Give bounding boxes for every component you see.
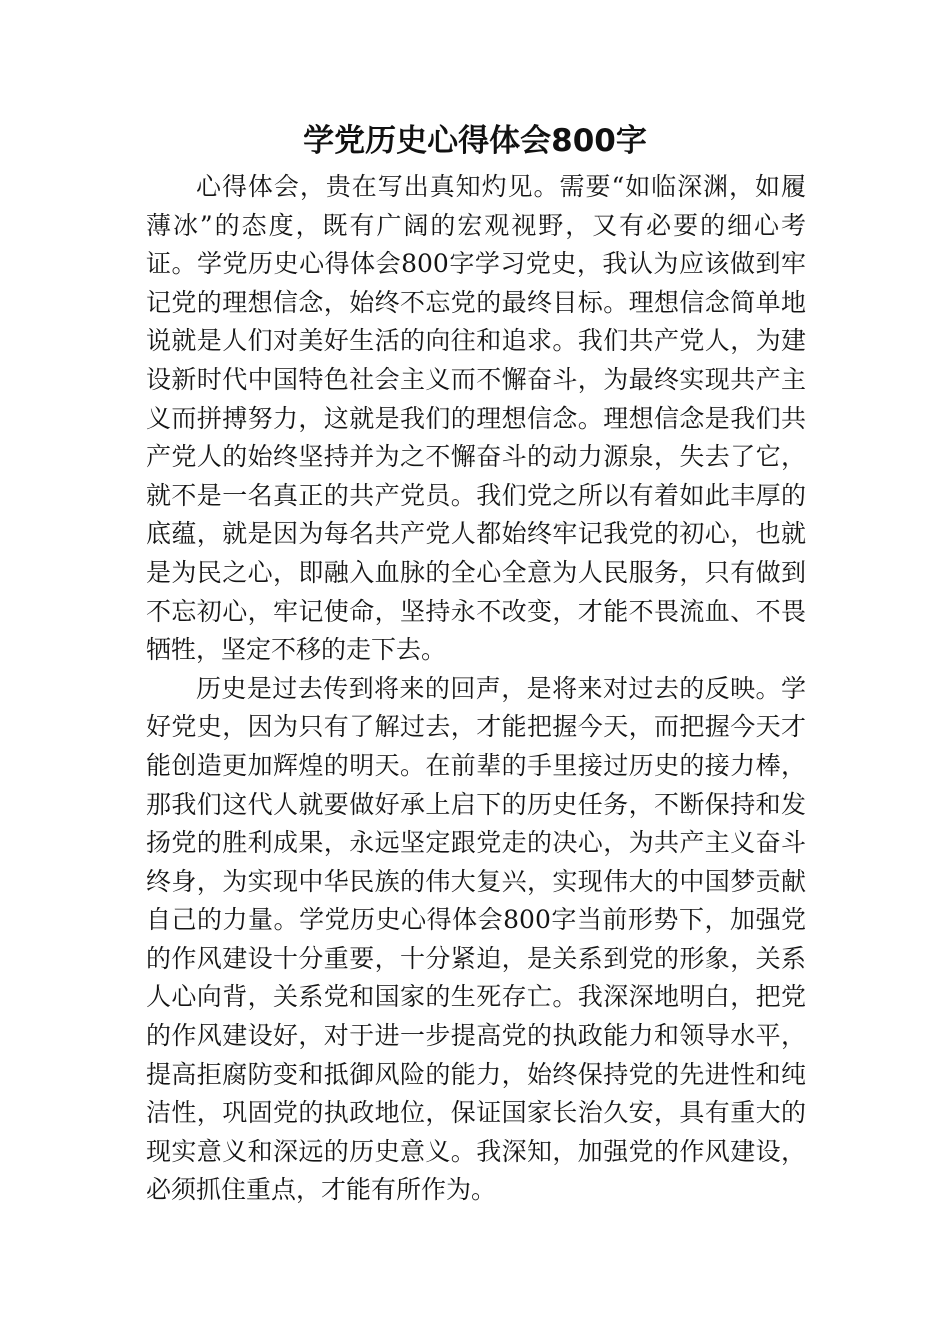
paragraph-1: 心得体会，贵在写出真知灼见。需要“如临深渊，如履薄冰”的态度，既有广阔的宏观视野，又有必要的细心考证。学党历史心得体会800字学习党史，我认为应该做到牢记党的理想信念，始终不忘党的最终目标。理想信念简单地说就是人们对美好生活的向往和追求。我们共产党人，为建设新时代中国特色社会主义而不懈奋斗，为最终实现共产主义而拼搏努力，这就是我们的理想信念。理想信念是我们共产党人的始终坚持并为之不懈奋斗的动力源泉，失去了它，就不是一名真正的共产党员。我们党之所以有着如此丰厚的底蕴，就是因为每名共产党人都始终牢记我党的初心，也就是为民之心，即融入血脉的全心全意为人民服务，只有做到不忘初心，牢记使命，坚持永不改变，才能不畏流血、不畏牺牲，坚定不移的走下去。: [146, 172, 806, 665]
document-title: 学党历史心得体会800字: [303, 123, 647, 159]
paragraph-2: 历史是过去传到将来的回声，是将来对过去的反映。学好党史，因为只有了解过去，才能把握今天，而把握今天才能创造更加辉煌的明天。在前辈的手里接过历史的接力棒，那我们这代人就要做好承上启下的历史任务，不断保持和发扬党的胜利成果，永远坚定跟党走的决心，为共产主义奋斗终身，为实现中华民族的伟大复兴，实现伟大的中国梦贡献自己的力量。学党历史心得体会800字当前形势下，加强党的作风建设十分重要，十分紧迫，是关系到党的形象，关系人心向背，关系党和国家的生死存亡。我深深地明白，把党的作风建设好，对于进一步提高党的执政能力和领导水平，提高拒腐防变和抵御风险的能力，始终保持党的先进性和纯洁性，巩固党的执政地位，保证国家长治久安，具有重大的现实意义和深远的历史意义。我深知，加强党的作风建设，必须抓住重点，才能有所作为。: [146, 673, 806, 1205]
document-body: [146, 168, 806, 1210]
